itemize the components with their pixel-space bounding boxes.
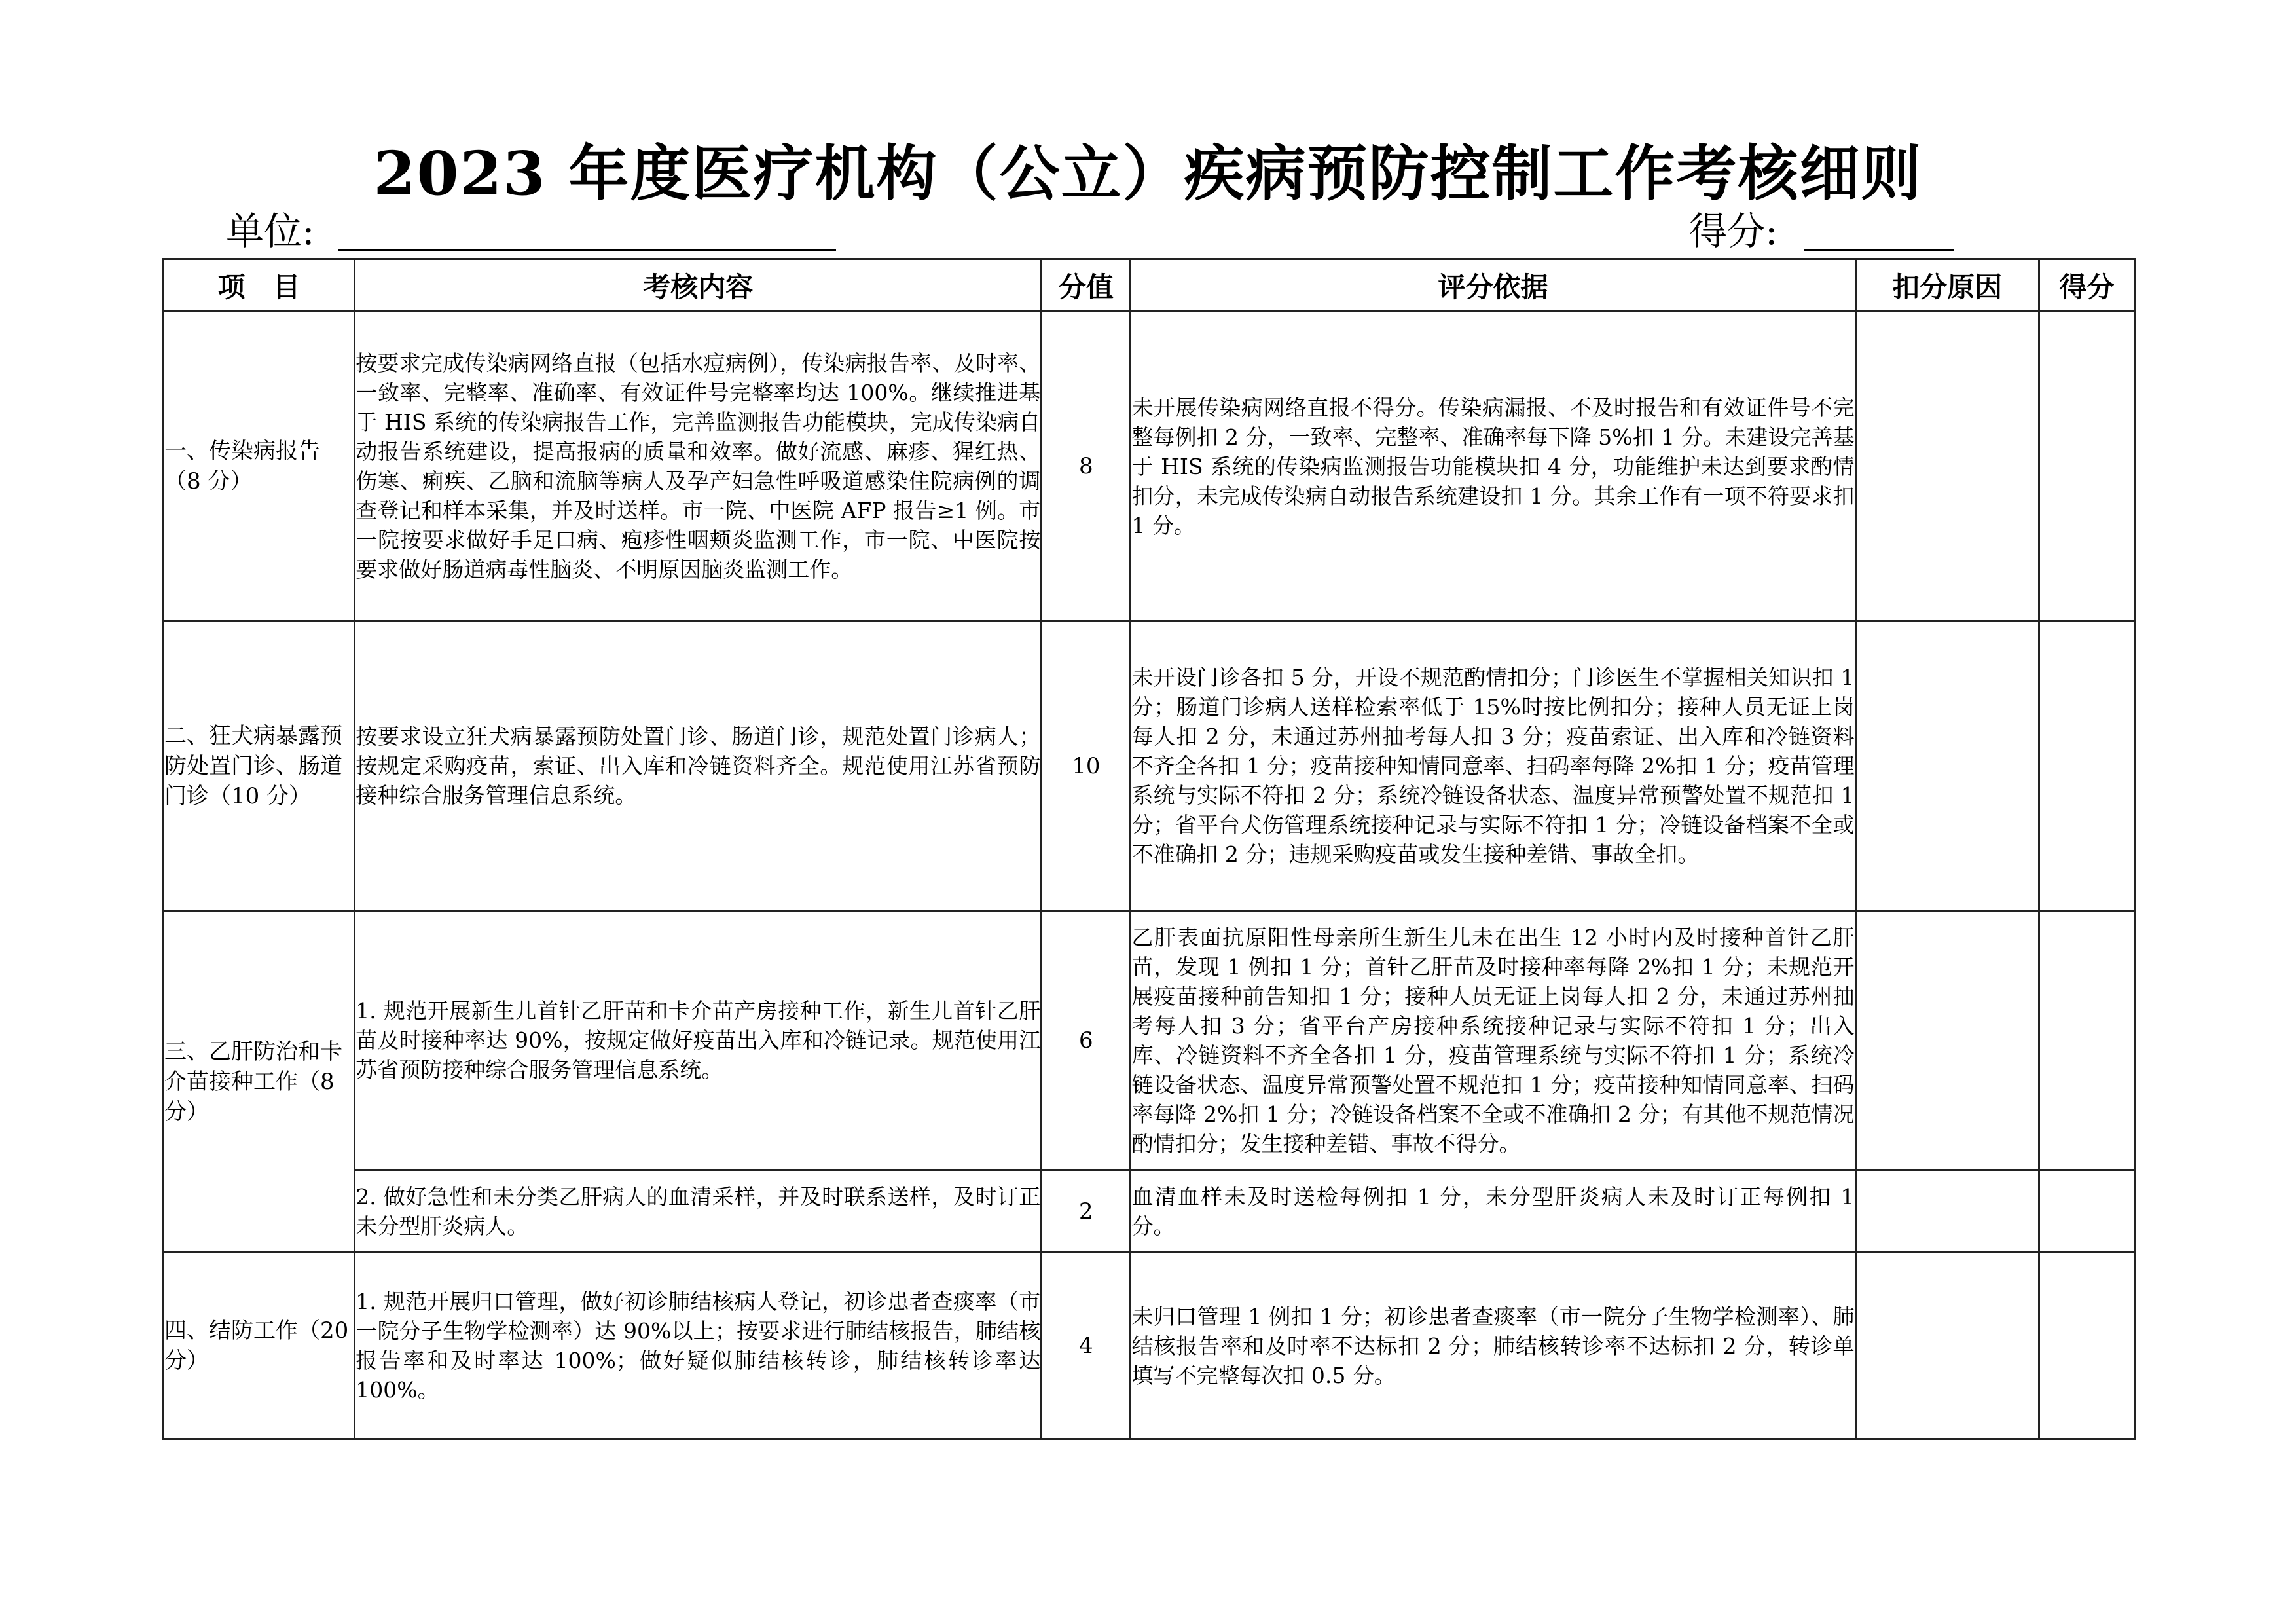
unit-input-line[interactable]: [338, 249, 836, 251]
content-cell: 按要求设立狂犬病暴露预防处置门诊、肠道门诊，规范处置门诊病人；按规定采购疫苗，索证、出入库和冷链资料齐全。规范使用江苏省预防接种综合服务管理信息系统。: [355, 621, 1042, 911]
table-row: [164, 621, 2135, 911]
content-cell: 2. 做好急性和未分类乙肝病人的血清采样，并及时联系送样，及时订正未分型肝炎病人。: [355, 1170, 1042, 1253]
table-row: [164, 1253, 2135, 1439]
content-cell: 按要求完成传染病网络直报（包括水痘病例），传染病报告率、及时率、一致率、完整率、准确率、有效证件号完整率均达 100%。继续推进基于 HIS 系统的传染病报告工作，完善监测报告功能模块，完成传染病自动报告系统建设，提高报病的质量和效率。做好流感、麻疹、猩红热、伤寒、痢疾、乙脑和流脑等病人及孕产妇急性呼吸道感染住院病例的调查登记和样本采集，并及时送样。市一院、中医院 AFP 报告≥1 例。市一院按要求做好手足口病、疱疹性咽颊炎监测工作，市一院、中医院按要求做好肠道病毒性脑炎、不明原因脑炎监测工作。: [355, 312, 1042, 621]
table-row: [164, 1170, 2135, 1253]
value-cell: 6: [1042, 911, 1131, 1170]
score-cell[interactable]: [2039, 1253, 2134, 1439]
content-cell: 1. 规范开展新生儿首针乙肝苗和卡介苗产房接种工作，新生儿首针乙肝苗及时接种率达 90%，按规定做好疫苗出入库和冷链记录。规范使用江苏省预防接种综合服务管理信息系统。: [355, 911, 1042, 1170]
header-value: 分值: [1042, 259, 1131, 312]
table-row: [164, 911, 2135, 1170]
criteria-cell: 未开展传染病网络直报不得分。传染病漏报、不及时报告和有效证件号不完整每例扣 2 分，一致率、完整率、准确率每下降 5%扣 1 分。未建设完善基于 HIS 系统的传染病监测报告功能模块扣 4 分，功能维护未达到要求酌情扣分，未完成传染病自动报告系统建设扣 1 分。其余工作有一项不符要求扣 1 分。: [1131, 312, 1855, 621]
value-cell: 2: [1042, 1170, 1131, 1253]
deduction-reason-cell[interactable]: [1855, 1170, 2039, 1253]
item-cell: 二、狂犬病暴露预防处置门诊、肠道门诊（10 分）: [164, 621, 355, 911]
total-score-label: 得分:: [1689, 209, 1778, 253]
header-score: 得分: [2039, 259, 2134, 312]
criteria-cell: 未归口管理 1 例扣 1 分；初诊患者查痰率（市一院分子生物学检测率）、肺结核报告率和及时率不达标扣 2 分；肺结核转诊率不达标扣 2 分，转诊单填写不完整每次扣 0.5 分。: [1131, 1253, 1855, 1439]
deduction-reason-cell[interactable]: [1855, 1253, 2039, 1439]
score-cell[interactable]: [2039, 312, 2134, 621]
score-cell[interactable]: [2039, 1170, 2134, 1253]
value-cell: 4: [1042, 1253, 1131, 1439]
criteria-cell: 血清血样未及时送检每例扣 1 分，未分型肝炎病人未及时订正每例扣 1 分。: [1131, 1170, 1855, 1253]
value-cell: 8: [1042, 312, 1131, 621]
criteria-cell: 未开设门诊各扣 5 分，开设不规范酌情扣分；门诊医生不掌握相关知识扣 1 分；肠道门诊病人送样检索率低于 15%时按比例扣分；接种人员无证上岗每人扣 2 分，未通过苏州抽考每人扣 3 分；疫苗索证、出入库和冷链资料不齐全各扣 1 分；疫苗接种知情同意率、扫码率每降 2%扣 1 分；疫苗管理系统与实际不符扣 2 分；系统冷链设备状态、温度异常预警处置不规范扣 1 分；省平台犬伤管理系统接种记录与实际不符扣 1 分；冷链设备档案不全或不准确扣 2 分；违规采购疫苗或发生接种差错、事故全扣。: [1131, 621, 1855, 911]
deduction-reason-cell[interactable]: [1855, 911, 2039, 1170]
item-cell: 四、结防工作（20 分）: [164, 1253, 355, 1439]
total-score-input-line[interactable]: [1804, 249, 1954, 251]
table-header-row: [164, 259, 2135, 312]
document-title: 2023 年度医疗机构（公立）疾病预防控制工作考核细则: [373, 138, 1923, 209]
item-cell: 一、传染病报告（8 分）: [164, 312, 355, 621]
header-content: 考核内容: [355, 259, 1042, 312]
table-row: [164, 312, 2135, 621]
content-cell: 1. 规范开展归口管理，做好初诊肺结核病人登记，初诊患者查痰率（市一院分子生物学检测率）达 90%以上；按要求进行肺结核报告，肺结核报告率和及时率达 100%；做好疑似肺结核转诊，肺结核转诊率达 100%。: [355, 1253, 1042, 1439]
header-criteria: 评分依据: [1131, 259, 1855, 312]
score-cell[interactable]: [2039, 621, 2134, 911]
deduction-reason-cell[interactable]: [1855, 312, 2039, 621]
criteria-cell: 乙肝表面抗原阳性母亲所生新生儿未在出生 12 小时内及时接种首针乙肝苗，发现 1 例扣 1 分；首针乙肝苗及时接种率每降 2%扣 1 分；未规范开展疫苗接种前告知扣 1 分；接种人员无证上岗每人扣 2 分，未通过苏州抽考每人扣 3 分；省平台产房接种系统接种记录与实际不符扣 1 分；出入库、冷链资料不齐全各扣 1 分，疫苗管理系统与实际不符扣 1 分；系统冷链设备状态、温度异常预警处置不规范扣 1 分；疫苗接种知情同意率、扫码率每降 2%扣 1 分；冷链设备档案不全或不准确扣 2 分；有其他不规范情况酌情扣分；发生接种差错、事故不得分。: [1131, 911, 1855, 1170]
deduction-reason-cell[interactable]: [1855, 621, 2039, 911]
item-cell: 三、乙肝防治和卡介苗接种工作（8 分）: [164, 911, 355, 1253]
assessment-table: [162, 258, 2136, 1440]
unit-label: 单位:: [226, 209, 315, 253]
score-cell[interactable]: [2039, 911, 2134, 1170]
header-item: 项 目: [164, 259, 355, 312]
value-cell: 10: [1042, 621, 1131, 911]
header-deduction-reason: 扣分原因: [1855, 259, 2039, 312]
